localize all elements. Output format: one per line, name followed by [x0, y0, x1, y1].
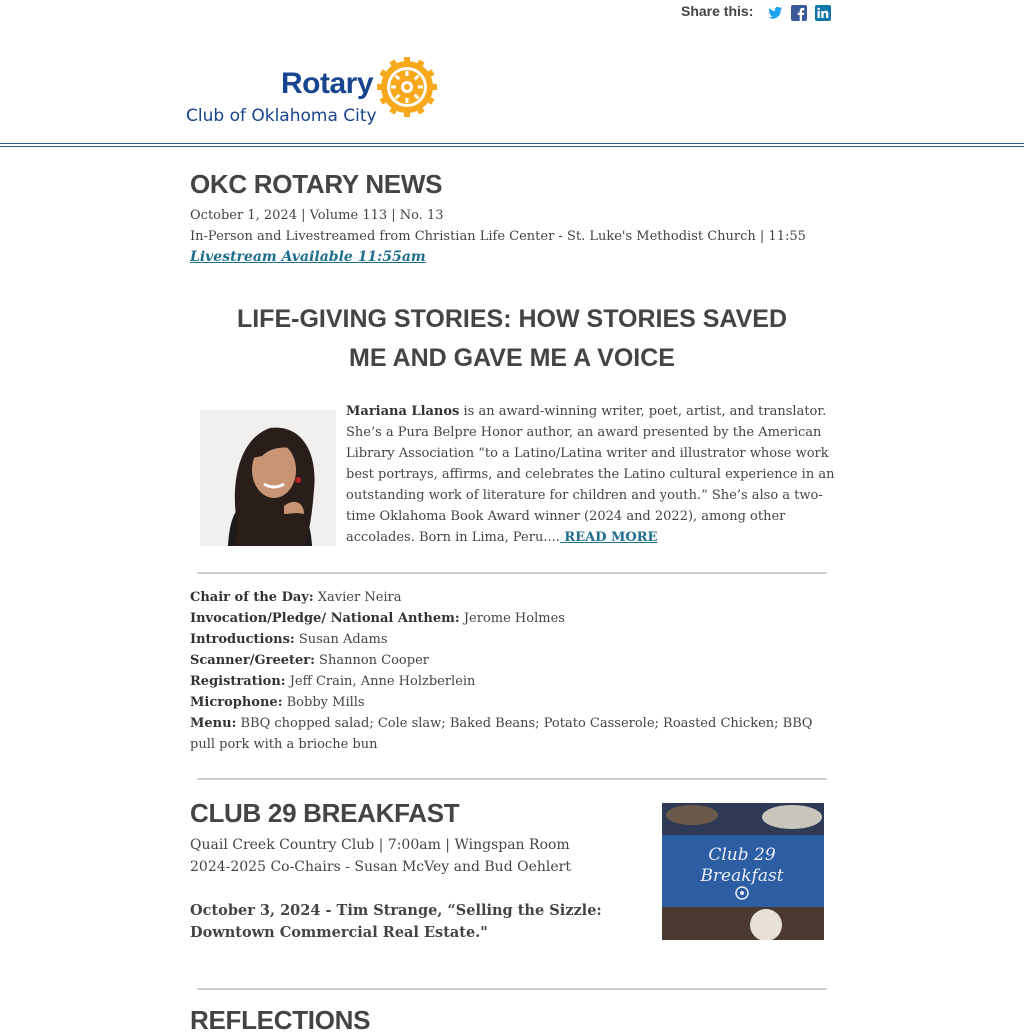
- role-label: Registration:: [190, 674, 286, 689]
- role-menu: [190, 713, 838, 755]
- role-label: Scanner/Greeter:: [190, 653, 315, 668]
- section-divider: [197, 778, 827, 780]
- club29-image-text-1: Club 29: [708, 845, 776, 865]
- role-value: Susan Adams: [294, 632, 388, 647]
- speaker-bio-text: is an award-winning writer, poet, artist, and translator. She’s a Pura Belpre Honor author, an award presented by the American Library Association “to a Latino/Latina writer and illustrator whose work best portrays, affirms, and celebrates the Latino cultural experience in an outstanding work of literature for children and youth.” She’s also a two-time Oklahoma Book Award winner (2024 and 2022), among other accolades. Born in Lima, Peru....: [346, 404, 835, 545]
- club29-cochairs: 2024-2025 Co-Chairs - Susan McVey and Bud Oehlert: [190, 859, 571, 875]
- facebook-icon[interactable]: [791, 5, 807, 21]
- role-value: Jeff Crain, Anne Holzberlein: [285, 674, 476, 689]
- header-divider-2: [0, 146, 1024, 147]
- role-value: BBQ chopped salad; Cole slaw; Baked Beans; Potato Casserole; Roasted Chicken; BBQ pull pork with a brioche bun: [190, 716, 813, 752]
- role-value: Bobby Mills: [282, 695, 365, 710]
- role-label: Invocation/Pledge/ National Anthem:: [190, 611, 460, 626]
- section-divider: [197, 572, 827, 574]
- role-microphone: [190, 692, 838, 713]
- newsletter-title: OKC ROTARY NEWS: [190, 169, 443, 199]
- logo-club-subtitle: Club of Oklahoma City: [186, 106, 377, 126]
- role-label: Menu:: [190, 716, 237, 731]
- club29-image-text-2: Breakfast: [700, 866, 784, 886]
- logo-rotary-wordmark: Rotary: [281, 67, 374, 100]
- section-divider: [197, 988, 827, 990]
- role-invocation: [190, 608, 838, 629]
- feature-title-line-2: ME AND GAVE ME A VOICE: [349, 344, 675, 372]
- speaker-name: Mariana Llanos: [346, 404, 460, 419]
- role-label: Chair of the Day:: [190, 590, 314, 605]
- club29-image: [662, 803, 824, 940]
- read-more-link[interactable]: READ MORE: [559, 530, 658, 545]
- role-label: Microphone:: [190, 695, 283, 710]
- location-line: In-Person and Livestreamed from Christian Life Center - St. Luke's Methodist Church | 11:55: [190, 229, 806, 244]
- linkedin-icon[interactable]: [815, 5, 831, 21]
- feature-title-line-1: LIFE-GIVING STORIES: HOW STORIES SAVED: [236, 305, 788, 333]
- role-value: Jerome Holmes: [459, 611, 565, 626]
- livestream-link[interactable]: Livestream Available 11:55am: [190, 249, 426, 265]
- role-value: Xavier Neira: [313, 590, 402, 605]
- role-scanner: [190, 650, 838, 671]
- club29-title: CLUB 29 BREAKFAST: [190, 798, 460, 828]
- speaker-photo: [200, 410, 336, 546]
- role-value: Shannon Cooper: [314, 653, 429, 668]
- feature-title: [190, 300, 834, 378]
- club29-event: October 3, 2024 - Tim Strange, “Selling the Sizzle: Downtown Commercial Real Estate.": [190, 902, 602, 941]
- twitter-icon[interactable]: [767, 5, 783, 21]
- role-introductions: [190, 629, 838, 650]
- role-registration: [190, 671, 838, 692]
- issue-line: October 1, 2024 | Volume 113 | No. 13: [190, 208, 444, 223]
- rotary-wheel-icon: [377, 57, 437, 117]
- role-label: Introductions:: [190, 632, 295, 647]
- role-chair: [190, 587, 838, 608]
- header-divider: [0, 143, 1024, 144]
- reflections-title: REFLECTIONS: [190, 1005, 371, 1035]
- share-label: Share this:: [681, 3, 754, 19]
- roles-list: [190, 587, 838, 755]
- speaker-bio: [346, 401, 838, 548]
- club29-venue: Quail Creek Country Club | 7:00am | Wingspan Room: [190, 837, 570, 853]
